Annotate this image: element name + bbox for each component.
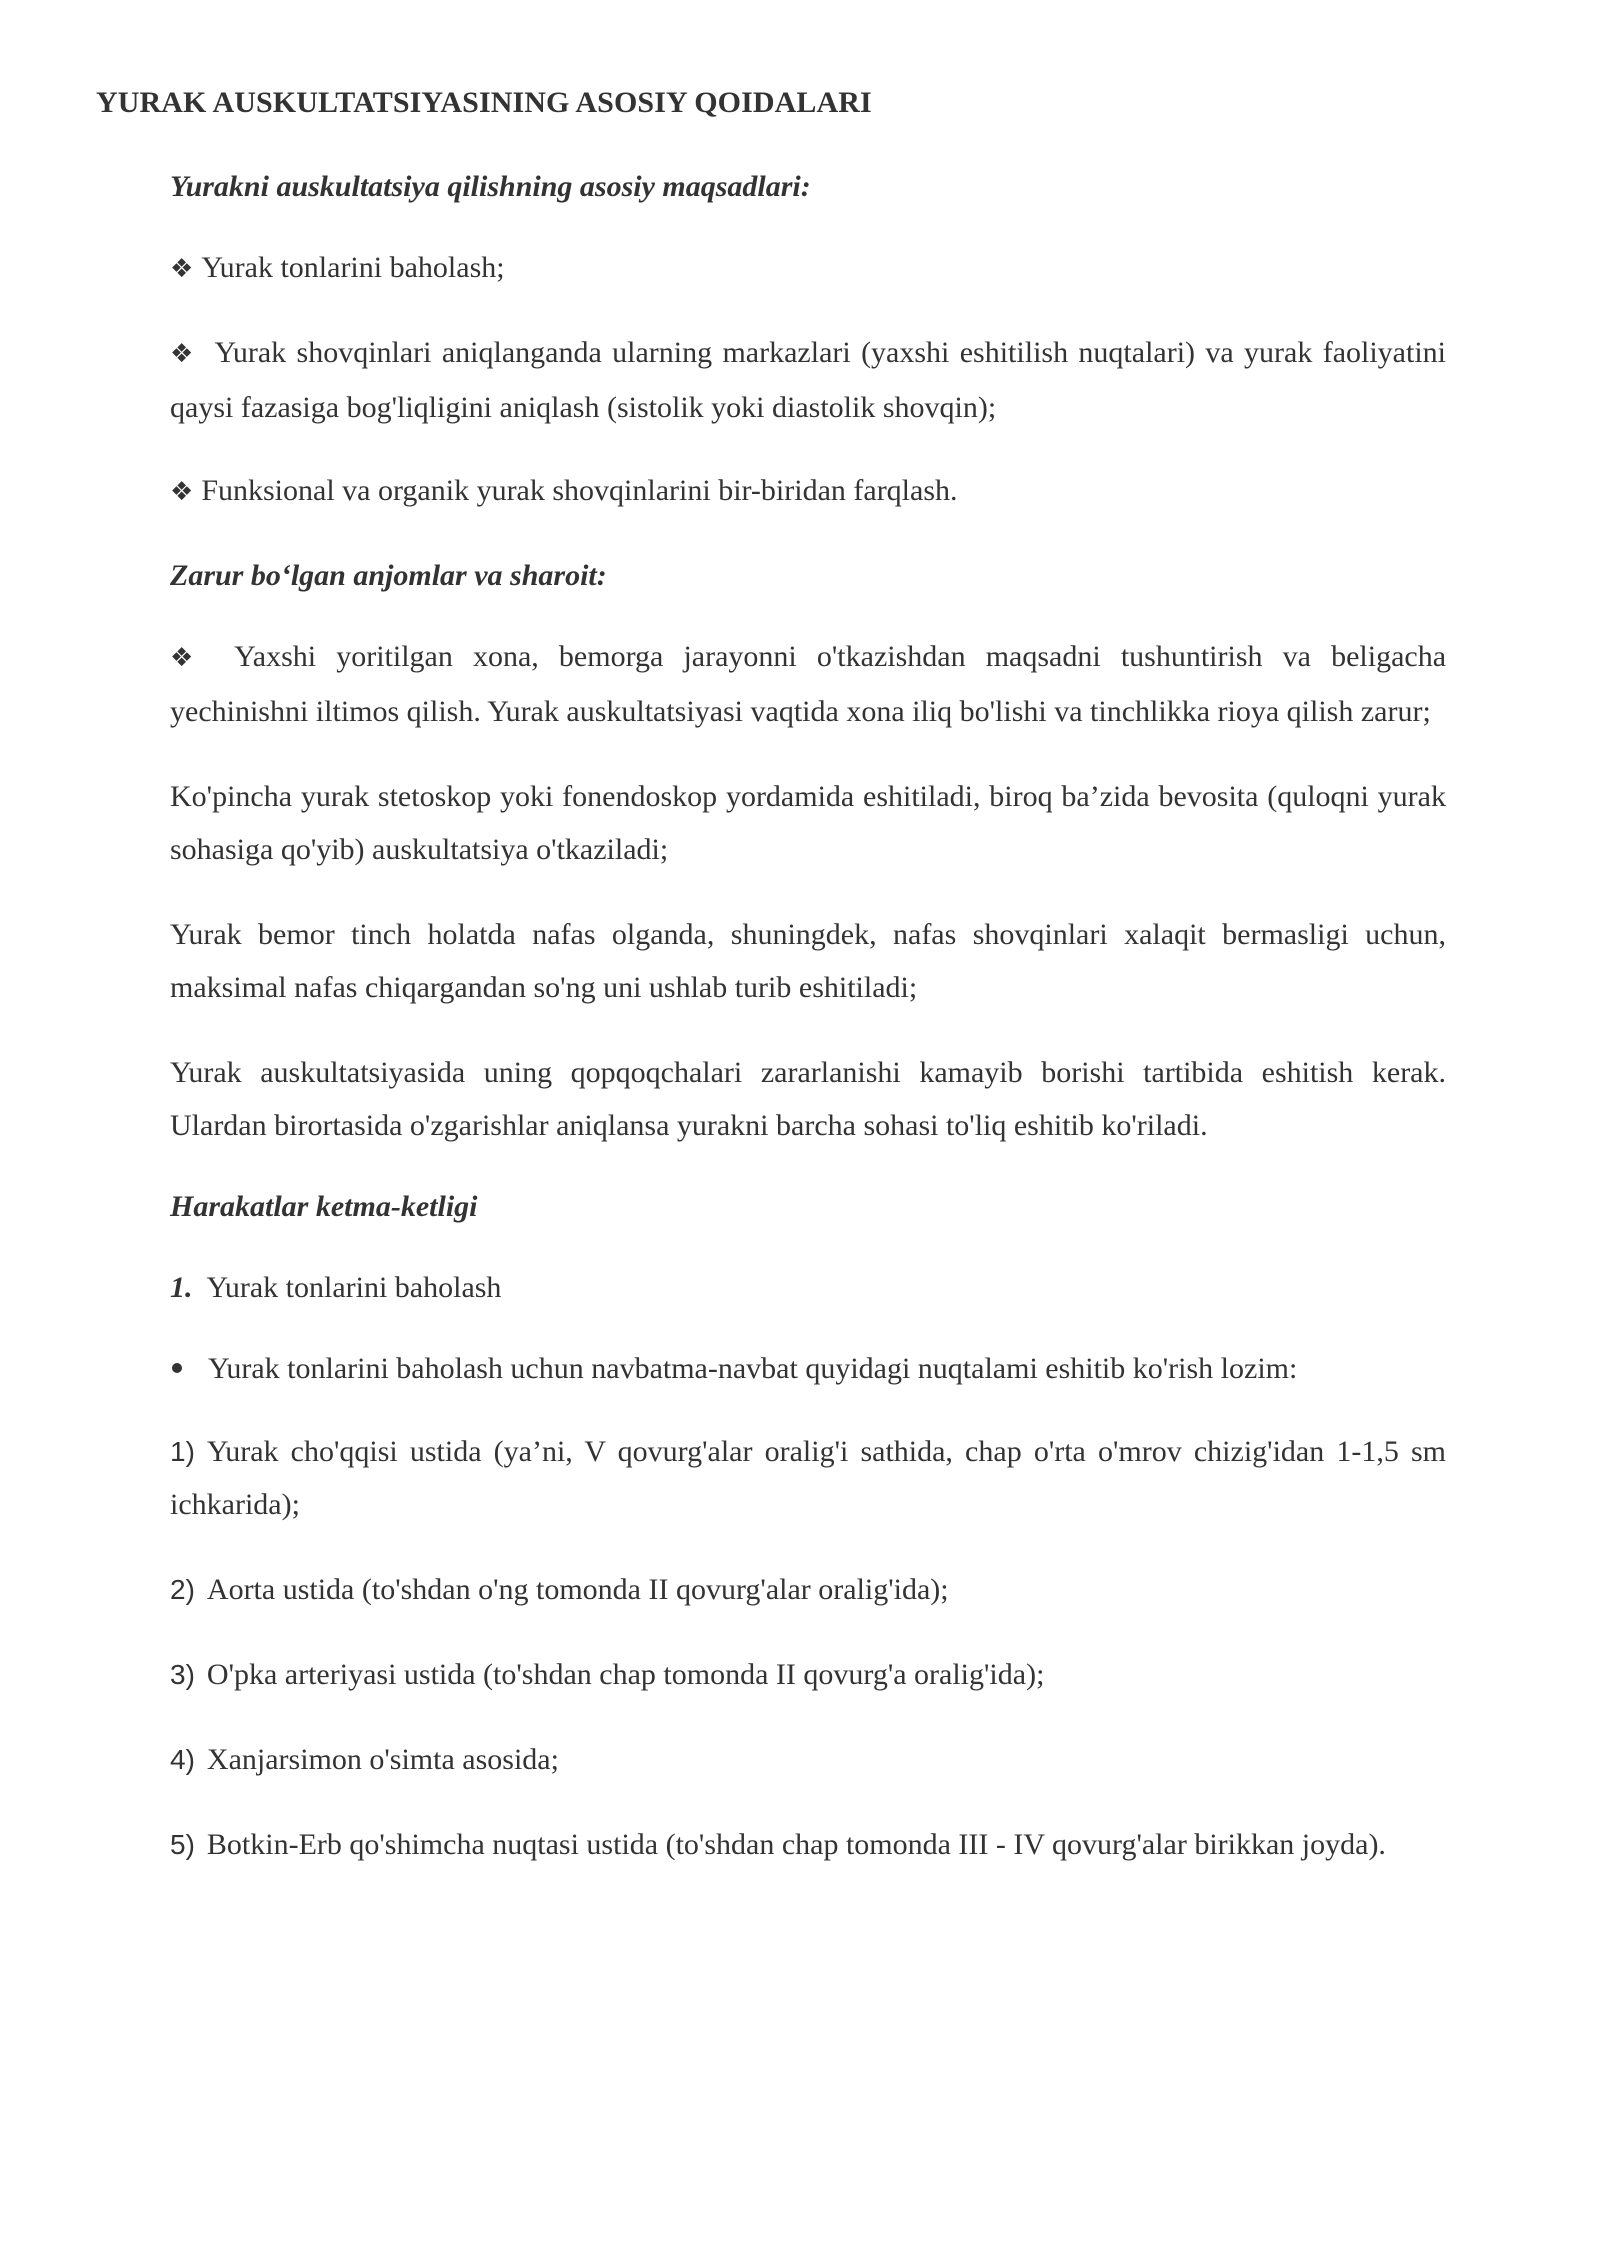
equipment-paragraph: Yurak auskultatsiyasida uning qopqoqchalari zararlanishi kamayib borishi tartibida eshitish kerak. Ulardan birortasida o'zgarishlar aniqlansa yurakni barcha sohasi to'liq eshitib ko'riladi. [170,1056,1446,1142]
point-number: 4) [170,1744,195,1775]
goal-item-text: Yurak shovqinlari aniqlanganda ularning markazlari (yaxshi eshitilish nuqtalari) va yurak faoliyatini qaysi fazasiga bog'liqligini aniqlash (sistolik yoki diastolik shovqin); [170,336,1447,424]
point-text: Yurak cho'qqisi ustida (ya’ni, V qovurg'alar oralig'i sathida, chap o'rta o'mrov chizig'idan 1-1,5 sm ichkarida); [170,1435,1446,1521]
auscultation-point [170,1818,1446,1871]
goal-item [170,241,1446,296]
step-bullet [170,1342,1446,1395]
goal-item [170,464,1446,519]
auscultation-point [170,1648,1446,1701]
point-text: Xanjarsimon o'simta asosida; [206,1743,559,1776]
section-heading-steps: Harakatlar ketma-ketligi [170,1190,478,1223]
step-heading [170,1261,1446,1314]
step-bullet-text: Yurak tonlarini baholash uchun navbatma-navbat quyidagi nuqtalami eshitib ko'rish lozim: [208,1352,1298,1385]
goal-item [170,326,1446,434]
goal-item-text: Funksional va organik yurak shovqinlarini bir-biridan farqlash. [201,474,958,507]
diamond-bullet-icon: ❖ [170,339,197,369]
point-number: 2) [170,1574,195,1605]
point-text: Botkin-Erb qo'shimcha nuqtasi ustida (to'shdan chap tomonda III - IV qovurg'alar birikkan joyda). [206,1828,1386,1861]
diamond-bullet-icon: ❖ [170,477,194,507]
diamond-bullet-icon: ❖ [170,643,206,673]
equipment-paragraph: Yurak bemor tinch holatda nafas olganda, shuningdek, nafas shovqinlari xalaqit bermasligi uchun, maksimal nafas chiqargandan so'ng uni ushlab turib eshitiladi; [170,918,1446,1004]
step-title: Yurak tonlarini baholash [206,1271,502,1304]
diamond-bullet-icon: ❖ [170,254,194,284]
dot-bullet-icon [170,1342,208,1395]
document-title: YURAK AUSKULTATSIYASINING ASOSIY QOIDALARI [96,86,872,119]
point-text: Aorta ustida (to'shdan o'ng tomonda II qovurg'alar oralig'ida); [206,1573,949,1606]
section-heading-goals: Yurakni auskultatsiya qilishning asosiy maqsadlari: [170,170,811,203]
point-text: O'pka arteriyasi ustida (to'shdan chap tomonda II qovurg'a oralig'ida); [206,1658,1045,1691]
auscultation-point [170,1425,1446,1531]
section-heading-equipment: Zarur bo‘lgan anjomlar va sharoit: [170,559,607,592]
equipment-item [170,630,1446,738]
goal-item-text: Yurak tonlarini baholash; [201,251,505,284]
point-number: 1) [170,1436,195,1467]
step-number: 1. [170,1271,193,1304]
point-number: 3) [170,1659,195,1690]
equipment-paragraph: Ko'pincha yurak stetoskop yoki fonendoskop yordamida eshitiladi, biroq ba’zida bevosita (quloqni yurak sohasiga qo'yib) auskultatsiya o'tkaziladi; [170,780,1446,866]
document-body [170,160,1446,1871]
auscultation-point [170,1733,1446,1786]
point-number: 5) [170,1829,195,1860]
auscultation-point [170,1563,1446,1616]
equipment-item-text: Yaxshi yoritilgan xona, bemorga jarayonni o'tkazishdan maqsadni tushuntirish va beligacha yechinishni iltimos qilish. Yurak auskultatsiyasi vaqtida xona iliq bo'lishi va tinchlikka rioya qilish zarur; [170,640,1447,728]
